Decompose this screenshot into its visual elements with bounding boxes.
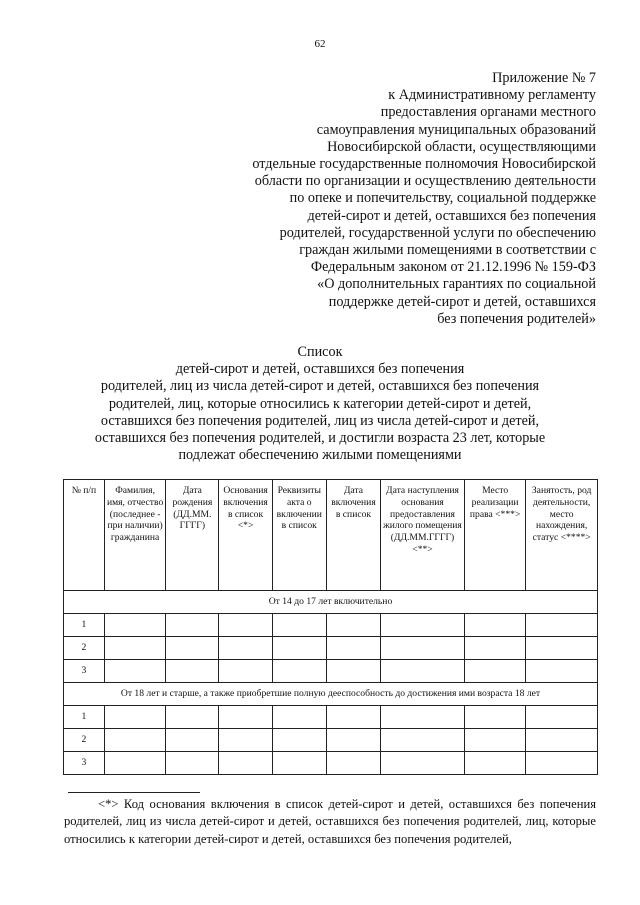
appendix-line: самоуправления муниципальных образований [316,121,596,138]
appendix-line: области по организации и осуществлению деятельности [254,173,596,190]
table-cell [526,706,598,729]
table-cell [104,614,165,637]
footnote-divider [68,792,200,793]
appendix-line: предоставления органами местного [380,104,596,121]
table-cell [464,660,525,683]
table-row [64,752,598,775]
table-cell [104,706,165,729]
row-number: 2 [64,637,105,660]
appendix-line: граждан жилыми помещениями в соответствии с [299,242,596,259]
header-full-name: Фамилия, имя, отчество (последнее - при наличии) гражданина [104,480,165,591]
row-number: 1 [64,706,105,729]
table-cell [166,729,219,752]
title-line: оставшихся без попечения родителей, и достигли возраста 23 лет, которые [94,430,546,447]
table-cell [166,614,219,637]
table-cell [219,729,272,752]
table-cell [272,706,326,729]
table-cell [381,729,465,752]
table-cell [464,706,525,729]
table-cell [219,614,272,637]
table-cell [381,752,465,775]
table-header-row [64,480,598,591]
table-row [64,729,598,752]
table-cell [272,614,326,637]
table-cell [104,752,165,775]
appendix-header [176,70,596,328]
table-cell [464,752,525,775]
table-cell [219,706,272,729]
table-cell [104,729,165,752]
table-row [64,706,598,729]
table-cell [526,637,598,660]
header-number: № п/п [64,480,105,591]
table-cell [272,637,326,660]
appendix-line: без попечения родителей» [437,310,596,327]
table-cell [526,752,598,775]
document-title [60,344,580,464]
table-cell [166,706,219,729]
appendix-line: отдельные государственные полномочия Новосибирской [252,156,596,173]
table-cell [166,752,219,775]
section-row [64,591,598,614]
footnote: <*> Код основания включения в список детей-сирот и детей, оставшихся без попечения родителей, лиц из числа детей-сирот и детей, оставшихся без попечения родителей, лиц, которые относились к категории детей-сирот и детей, оставшихся без попечения родителей, [64,797,596,846]
row-number: 2 [64,729,105,752]
table-row [64,660,598,683]
table-cell [464,729,525,752]
table-cell [381,614,465,637]
row-number: 3 [64,660,105,683]
header-occupation-status: Занятость, род деятельности, место нахождения, статус <****> [526,480,598,591]
table-cell [219,660,272,683]
header-inclusion-grounds: Основания включения в список <*> [219,480,272,591]
page-number: 62 [314,38,326,50]
table-cell [326,706,380,729]
table-cell [326,729,380,752]
table-cell [326,660,380,683]
header-housing-grounds-date: Дата наступления основания предоставления жилого помещения (ДД.ММ.ГГГГ) <**> [381,480,465,591]
header-act-details: Реквизиты акта о включении в список [272,480,326,591]
table-cell [326,637,380,660]
header-place-of-right: Место реализации права <***> [464,480,525,591]
appendix-line: поддержке детей-сирот и детей, оставшихся [328,293,596,310]
table-cell [104,660,165,683]
table-cell [526,729,598,752]
appendix-line: родителей, государственной услуги по обеспечению [279,224,596,241]
section-row [64,683,598,706]
table-cell [272,660,326,683]
title-line: детей-сирот и детей, оставшихся без попечения [175,361,465,378]
row-number: 3 [64,752,105,775]
table-cell [526,614,598,637]
table-cell [272,729,326,752]
table-cell [464,637,525,660]
table-cell [464,614,525,637]
title-heading: Список [297,344,343,360]
appendix-line: по опеке и попечительству, социальной поддержке [289,190,596,207]
table-cell [381,660,465,683]
appendix-line: Приложение № 7 [492,70,596,86]
registry-table [63,479,598,775]
row-number: 1 [64,614,105,637]
table-cell [166,637,219,660]
section-title: От 18 лет и старше, а также приобретшие полную дееспособность до достижения ими возраста 18 лет [64,683,598,706]
section-title: От 14 до 17 лет включительно [64,591,598,614]
table-cell [272,752,326,775]
table-cell [381,637,465,660]
title-line: родителей, лиц, которые относились к категории детей-сирот и детей, [108,395,532,412]
table-cell [219,752,272,775]
appendix-line: Федеральным законом от 21.12.1996 № 159-ФЗ [310,259,596,276]
appendix-line: «О дополнительных гарантиях по социальной [317,276,596,293]
table-cell [326,614,380,637]
appendix-line: к Административному регламенту [388,87,596,104]
table-cell [381,706,465,729]
header-inclusion-date: Дата включения в список [326,480,380,591]
appendix-line: Новосибирской области, осуществляющими [327,138,596,155]
table-row [64,614,598,637]
table-row [64,637,598,660]
appendix-line: детей-сирот и детей, оставшихся без попечения [307,207,596,224]
table-cell [219,637,272,660]
title-line: подлежат обеспечению жилыми помещениями [178,447,462,464]
title-line: оставшихся без попечения родителей, лиц из числа детей-сирот и детей, [100,412,540,429]
header-birth-date: Дата рождения (ДД.ММ. ГГГГ) [166,480,219,591]
table-cell [104,637,165,660]
table-cell [166,660,219,683]
title-line: родителей, лиц из числа детей-сирот и детей, оставшихся без попечения [100,378,540,395]
table-cell [326,752,380,775]
table-cell [526,660,598,683]
